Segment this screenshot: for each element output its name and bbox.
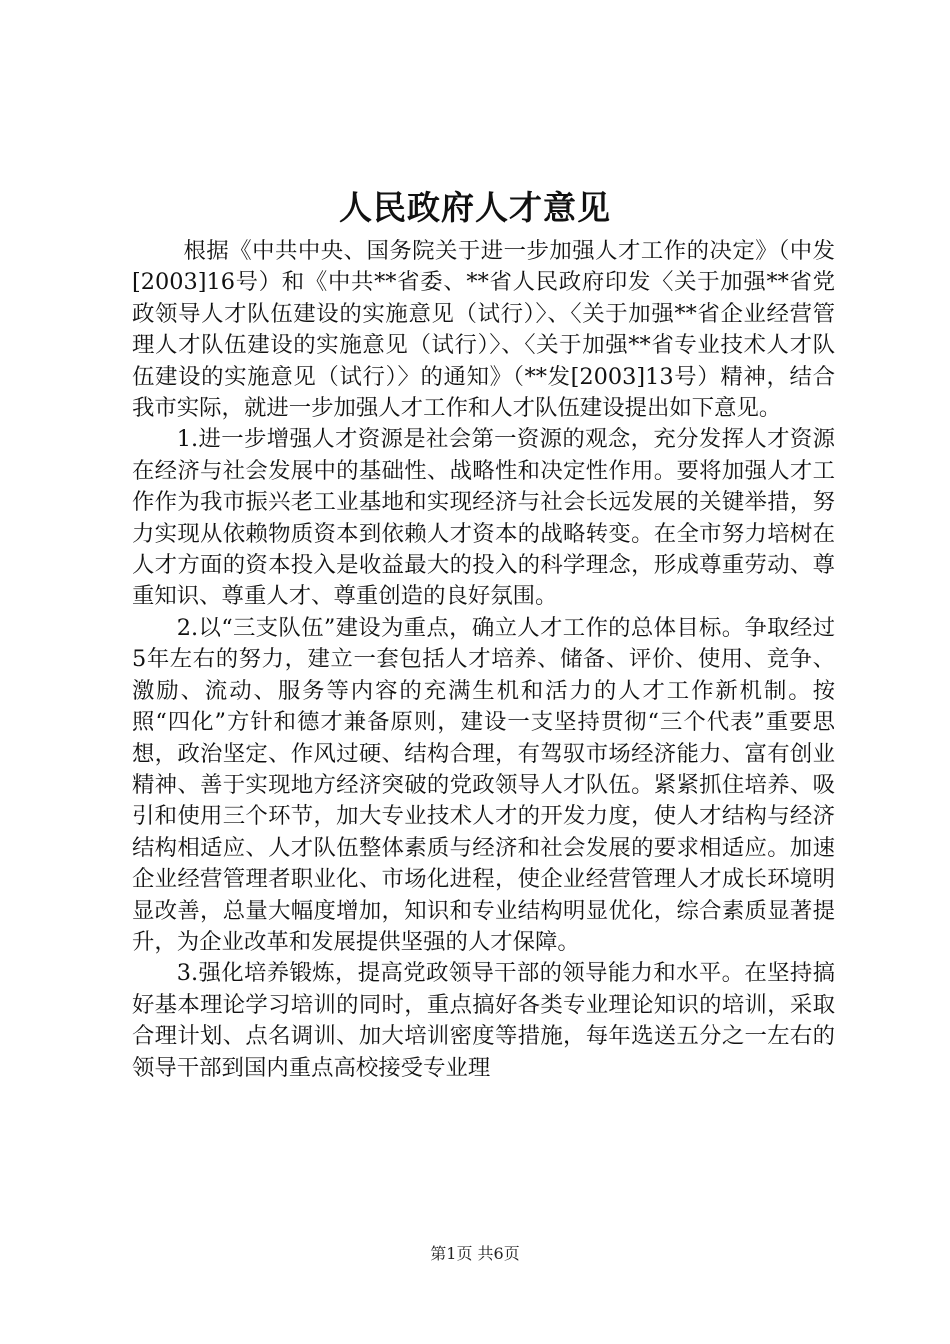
paragraph-1: 1.进一步增强人才资源是社会第一资源的观念，充分发挥人才资源在经济与社会发展中的基础性、战略性和决定性作用。要将加强人才工作作为我市振兴老工业基地和实现经济与社会长远发展的关键举措，努力实现从依赖物质资本到依赖人才资本的战略转变。在全市努力培树在人才方面的资本投入是收益最大的投入的科学理念，形成尊重劳动、尊重知识、尊重人才、尊重创造的良好氛围。 [132, 426, 835, 610]
paragraph-2: 2.以“三支队伍”建设为重点，确立人才工作的总体目标。争取经过5年左右的努力，建立一套包括人才培养、储备、评价、使用、竞争、激励、流动、服务等内容的充满生机和活力的人才工作新机制。按照“四化”方针和德才兼备原则，建设一支坚持贯彻“三个代表”重要思想，政治坚定、作风过硬、结构合理，有驾驭市场经济能力、富有创业精神、善于实现地方经济突破的党政领导人才队伍。紧紧抓住培养、吸引和使用三个环节，加大专业技术人才的开发力度，使人才结构与经济结构相适应、人才队伍整体素质与经济和社会发展的要求相适应。加速企业经营管理者职业化、市场化进程，使企业经营管理人才成长环境明显改善，总量大幅度增加，知识和专业结构明显优化，综合素质显著提升，为企业改革和发展提供坚强的人才保障。 [132, 614, 835, 955]
document-body [132, 236, 835, 1084]
document-title: 人民政府人才意见 [339, 188, 611, 227]
paragraph-3: 3.强化培养锻炼，提高党政领导干部的领导能力和水平。在坚持搞好基本理论学习培训的同时，重点搞好各类专业理论知识的培训，采取合理计划、点名调训、加大培训密度等措施，每年选送五分之一左右的领导干部到国内重点高校接受专业理 [132, 960, 835, 1081]
paragraph-intro: 根据《中共中央、国务院关于进一步加强人才工作的决定》（中发[2003]16号）和《中共**省委、**省人民政府印发〈关于加强**省党政领导人才队伍建设的实施意见（试行）〉、〈关于加强**省企业经营管理人才队伍建设的实施意见（试行）〉、〈关于加强**省专业技术人才队伍建设的实施意见（试行）〉的通知》（**发[2003]13号）精神，结合我市实际，就进一步加强人才工作和人才队伍建设提出如下意见。 [132, 238, 835, 422]
page-number-footer: 第1页 共6页 [430, 1244, 520, 1263]
